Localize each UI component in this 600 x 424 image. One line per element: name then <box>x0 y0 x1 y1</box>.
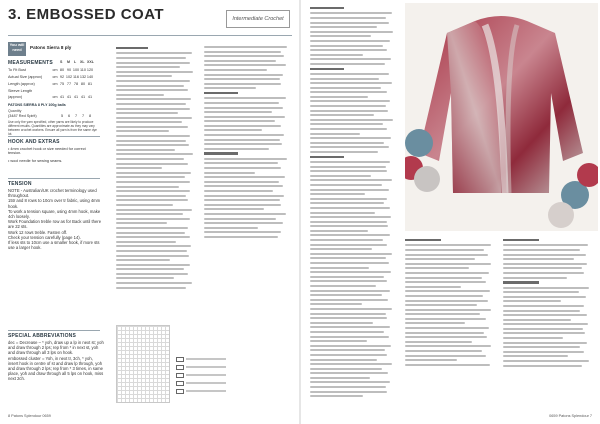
make-up-column <box>503 238 593 369</box>
back-instructions-column <box>116 46 196 291</box>
tension-line: If less sts to 10cm use a smaller hook, if more sts use a larger hook. <box>8 240 100 251</box>
pattern-level: Intermediate Crochet <box>226 10 290 28</box>
page-gutter <box>299 0 301 424</box>
hook-item: • wool needle for sewing seams. <box>8 159 63 163</box>
tension-line: 15tr and 8 rows to 10cm over tr fabric, using 4mm hook. <box>8 198 101 209</box>
measure-value: 140 <box>86 75 94 79</box>
text-heading <box>405 239 441 241</box>
measurements-heading: MEASUREMENTS <box>8 60 53 66</box>
measure-label: To Fit Bust <box>8 68 26 72</box>
measure-value: 90 <box>66 68 72 72</box>
measure-value: 120 <box>86 68 94 72</box>
measure-label: Sleeve Length <box>8 89 33 93</box>
text-heading <box>310 156 344 158</box>
measure-value: 41 <box>80 95 86 99</box>
hook-item-text: wool needle for sewing seams. <box>10 159 63 163</box>
hook-item-text: 4mm crochet hook or size needed for correct tension. <box>8 147 86 155</box>
measure-row <box>8 82 94 88</box>
measure-unit: cm <box>52 68 58 72</box>
tension-heading: TENSION <box>8 181 32 187</box>
text-heading <box>310 7 344 9</box>
quantity-label: Quantity <box>8 109 22 113</box>
quantity-value: 6 <box>67 114 71 118</box>
text-heading <box>503 281 539 283</box>
size-xxl: XXL <box>87 60 94 64</box>
folio-right: 0659 Patons Splendour 7 <box>549 414 592 418</box>
measure-value: 80 <box>80 82 86 86</box>
front-instructions-column <box>204 46 290 241</box>
yarn-heading: PATONS SIERRA 8 PLY 100g balls <box>8 103 66 107</box>
section-rule <box>8 178 100 179</box>
quantity-value: 5 <box>60 114 64 118</box>
measure-value: 41 <box>59 95 65 99</box>
abbreviation-line: embossed cluster = Yoh, in next tr, 3ch, * yoh, insert hook in centre of st and draw lp through, yoh and draw through 2 lps; rep from * 3 times, in same place, yoh and draw through all 5 lps on hook, miss next 2ch. <box>8 355 104 382</box>
sleeve-instructions-column <box>310 6 396 400</box>
hook-item: • 4mm crochet hook or size needed for correct tension. <box>8 147 86 155</box>
measure-value: 100 <box>72 68 80 72</box>
measure-value: 41 <box>66 95 72 99</box>
measure-unit: cm <box>52 95 58 99</box>
you-will-need-box <box>8 42 88 56</box>
section-rule <box>8 136 100 137</box>
tension-line: NOTE - Australian/UK crochet terminology used throughout. <box>8 188 97 199</box>
abbreviations-text <box>8 340 104 382</box>
coat-photo <box>405 3 598 231</box>
stitch-diagram <box>116 325 170 403</box>
measure-row <box>8 95 94 101</box>
abbreviation-line: dec = Decrease – * yoh, draw up a lp in next st; yoh and draw through 2 lps; rep from * in next st, yoh and draw through all 3 lps on hook. <box>8 340 104 356</box>
pattern-title: 3. EMBOSSED COAT <box>8 6 165 23</box>
measure-value: 77 <box>66 82 72 86</box>
measure-value: 75 <box>59 82 65 86</box>
quantity-value: 7 <box>81 114 85 118</box>
coat-illustration <box>405 3 598 231</box>
quantity-color: (3487 Red Spirit) <box>8 114 37 118</box>
you-will-need-tag: You will need <box>8 42 26 56</box>
measure-row <box>8 68 94 74</box>
measure-value: 102 <box>65 75 73 79</box>
tension-line: Check your tension carefully (page 14). <box>8 234 81 240</box>
abbreviations-heading: SPECIAL ABBREVIATIONS <box>8 333 77 339</box>
tension-line: Work Foundation treble row as for Back until there are 22 sts. <box>8 219 102 230</box>
size-header <box>8 60 94 66</box>
text-heading <box>204 152 238 154</box>
measure-unit: cm <box>52 75 58 79</box>
size-m: M <box>67 60 70 64</box>
size-s: S <box>60 60 63 64</box>
measure-value: 41 <box>87 95 93 99</box>
quantity-value: 7 <box>74 114 78 118</box>
yarn-name: Patons Sierra 8 ply <box>30 45 72 50</box>
section-rule <box>8 330 100 331</box>
text-heading <box>310 68 344 70</box>
hook-heading: HOOK AND EXTRAS <box>8 139 60 145</box>
measure-label: Length (approx) <box>8 82 35 86</box>
quantity-value: 8 <box>88 114 92 118</box>
measure-row <box>8 75 94 81</box>
folio-left: 8 Patons Splendour 0659 <box>8 414 51 418</box>
measure-value: 92 <box>59 75 65 79</box>
measure-value: 80 <box>59 68 65 72</box>
tension-text <box>8 188 104 250</box>
measure-value: 132 <box>79 75 87 79</box>
measure-label: (approx) <box>8 95 23 99</box>
measure-label: Actual Size (approx) <box>8 75 43 79</box>
size-l: L <box>74 60 77 64</box>
measure-value: 116 <box>72 75 80 79</box>
measure-value: 81 <box>87 82 93 86</box>
measure-value: 78 <box>73 82 79 86</box>
tension-line: Work 12 rows treble. Fasten off. <box>8 229 68 235</box>
measure-value: 110 <box>79 68 87 72</box>
text-heading <box>503 239 539 241</box>
size-xl: XL <box>80 60 85 64</box>
measure-value: 41 <box>73 95 79 99</box>
yarn-note: Use only the yarn specified, other yarns are likely to produce different results. Quantities are approximate as they may vary between crochet workers. Ensure all yarn is from the same dye lot. <box>8 120 97 136</box>
band-instructions-column <box>405 238 495 368</box>
tension-line: To work a tension square, using 4mm hook, make 4ch loosely. <box>8 208 101 220</box>
measure-unit: cm <box>52 82 58 86</box>
text-heading <box>204 92 238 94</box>
title-rule <box>8 35 292 36</box>
text-heading <box>116 47 148 49</box>
